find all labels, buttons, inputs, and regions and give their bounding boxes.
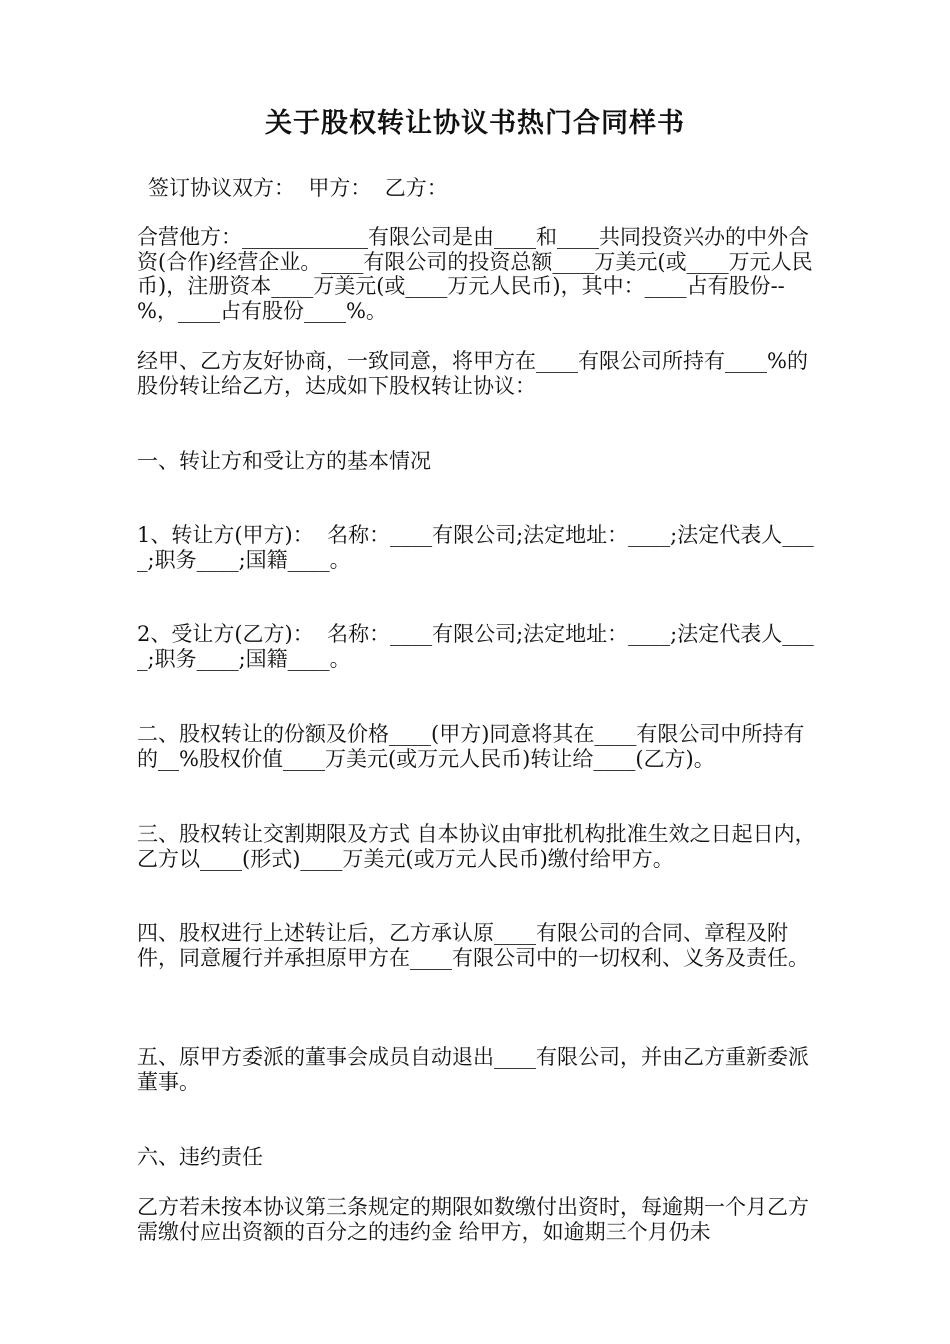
section-board-members: 五、原甲方委派的董事会成员自动退出____有限公司，并由乙方重新委派董事。 [137,1045,809,1094]
section-delivery-terms: 三、股权转让交割期限及方式 自本协议由审批机构批准生效之日起日内，乙方以____(形式)____万美元(或万元人民币)缴付给甲方。 [137,822,816,871]
paragraph-agreement-intro: 经甲、乙方友好协商，一致同意，将甲方在____有限公司所持有____%的股份转让给乙方，达成如下股权转让协议： [137,349,808,398]
section-heading-breach: 六、违约责任 [137,1145,263,1169]
document-title: 关于股权转让协议书热门合同样书 [265,108,685,139]
paragraph-transferor: 1、转让方(甲方)： 名称：____有限公司;法定地址：____;法定代表人____;职务____;国籍____。 [137,523,814,572]
section-heading-basic-info: 一、转让方和受让方的基本情况 [137,449,431,473]
section-post-transfer: 四、股权进行上述转让后，乙方承认原____有限公司的合同、章程及附件，同意履行并承担原甲方在____有限公司中的一切权利、义务及责任。 [137,921,809,970]
signing-parties-line: 签订协议双方： 甲方： 乙方： [148,176,448,200]
paragraph-transferee: 2、受让方(乙方)： 名称：____有限公司;法定地址：____;法定代表人____;职务____;国籍____。 [137,622,814,671]
paragraph-joint-venture-info: 合营他方：____________有限公司是由____和____共同投资兴办的中外合资(合作)经营企业。____有限公司的投资总额____万美元(或____万元人民币)，注册资本____万美元(或____万元人民币)，其中：____占有股份--%，____占有股份____%。 [137,225,813,323]
section-share-price: 二、股权转让的份额及价格____(甲方)同意将其在____有限公司中所持有的__%股权价值____万美元(或万元人民币)转让给____(乙方)。 [137,722,805,771]
paragraph-breach-liability: 乙方若未按本协议第三条规定的期限如数缴付出资时，每逾期一个月乙方需缴付应出资额的百分之的违约金 给甲方，如逾期三个月仍未 [137,1195,809,1244]
